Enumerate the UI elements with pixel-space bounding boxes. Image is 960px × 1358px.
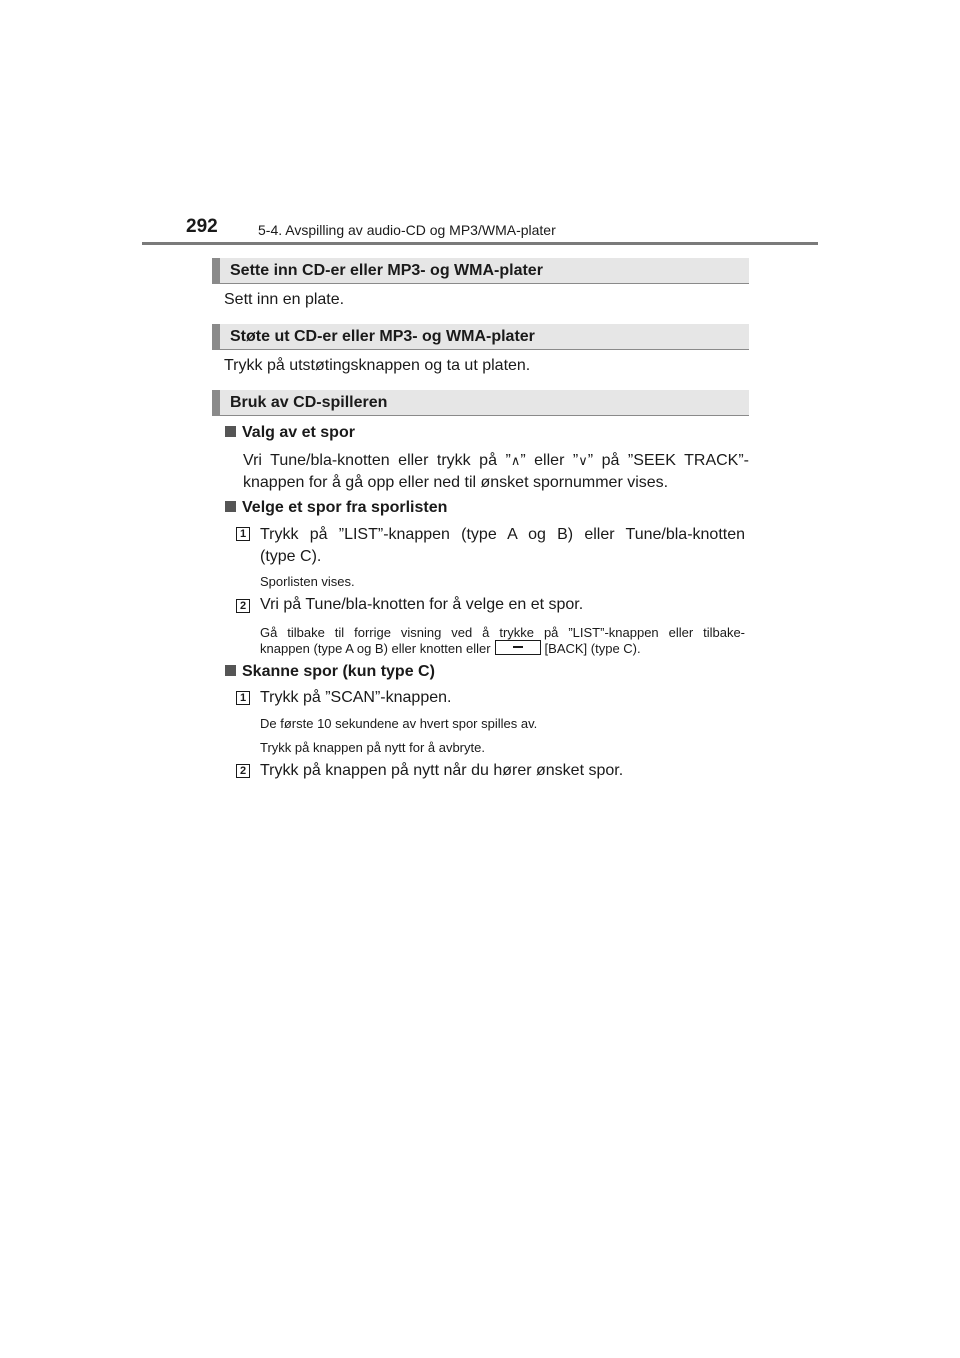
square-bullet-icon [225, 501, 236, 512]
square-bullet-icon [225, 426, 236, 437]
section-insert-header [212, 258, 749, 284]
list-step-2-note [260, 625, 745, 656]
list-step-1-line-1: Trykk på ”LIST”-knappen (type A og B) eller Tune/bla-knotten [260, 526, 745, 543]
scan-step-1-note-2: Trykk på knappen på nytt for å avbryte. [260, 740, 485, 755]
track-select-text-c: ” på ”SEEK TRACK”- [587, 452, 749, 469]
step-1-badge: 1 [236, 691, 250, 705]
list-select-heading [225, 499, 447, 517]
list-step-1-note: Sporlisten vises. [260, 574, 355, 589]
list-step-2-note-text-a: knappen (type A og B) eller knotten eller [260, 641, 491, 656]
page-number: 292 [186, 216, 218, 237]
scan-step-1-note-1: De første 10 sekundene av hvert spor spilles av. [260, 716, 538, 731]
list-select-heading-label: Velge et spor fra sporlisten [242, 499, 448, 516]
list-step-1-text [260, 524, 745, 568]
section-use-title: Bruk av CD-spilleren [230, 394, 388, 411]
list-step-2-note-text-b: [BACK] (type C). [544, 641, 641, 656]
chevron-down-icon: ∨ [578, 453, 588, 468]
track-select-heading [225, 424, 355, 442]
track-select-text-b: ” eller ” [520, 452, 579, 469]
square-bullet-icon [225, 665, 236, 676]
track-select-heading-label: Valg av et spor [242, 424, 355, 441]
section-eject-header [212, 324, 749, 350]
list-step-1-line-2: (type C). [260, 548, 322, 565]
list-step-2-note-line-2 [260, 640, 745, 656]
step-2-badge: 2 [236, 764, 250, 778]
step-2-badge: 2 [236, 599, 250, 613]
section-eject-title: Støte ut CD-er eller MP3- og WMA-plater [230, 328, 535, 345]
track-select-line-2: knappen for å gå opp eller ned til ønsket spornummer vises. [243, 474, 669, 491]
header-rule [142, 242, 818, 245]
list-step-2-note-line-1: Gå tilbake til forrige visning ved å trykke på ”LIST”-knappen eller tilbake- [260, 625, 745, 640]
eject-text: Trykk på utstøtingsknappen og ta ut platen. [224, 357, 531, 374]
insert-text: Sett inn en plate. [224, 291, 345, 308]
step-1-badge: 1 [236, 527, 250, 541]
back-button-icon [495, 640, 541, 655]
scan-heading [225, 663, 435, 681]
list-step-2-text: Vri på Tune/bla-knotten for å velge en et spor. [260, 596, 584, 613]
section-insert-title: Sette inn CD-er eller MP3- og WMA-plater [230, 262, 543, 279]
scan-heading-label: Skanne spor (kun type C) [242, 663, 435, 680]
section-use-header [212, 390, 749, 416]
chevron-up-icon: ∧ [510, 453, 521, 468]
scan-step-1-text: Trykk på ”SCAN”-knappen. [260, 689, 452, 706]
track-select-line-1 [243, 450, 749, 472]
chapter-title: 5-4. Avspilling av audio-CD og MP3/WMA-plater [258, 222, 556, 238]
scan-step-2-text: Trykk på knappen på nytt når du hører ønsket spor. [260, 762, 624, 779]
track-select-text-a: Vri Tune/bla-knotten eller trykk på ” [243, 452, 511, 469]
track-select-text [243, 450, 749, 494]
